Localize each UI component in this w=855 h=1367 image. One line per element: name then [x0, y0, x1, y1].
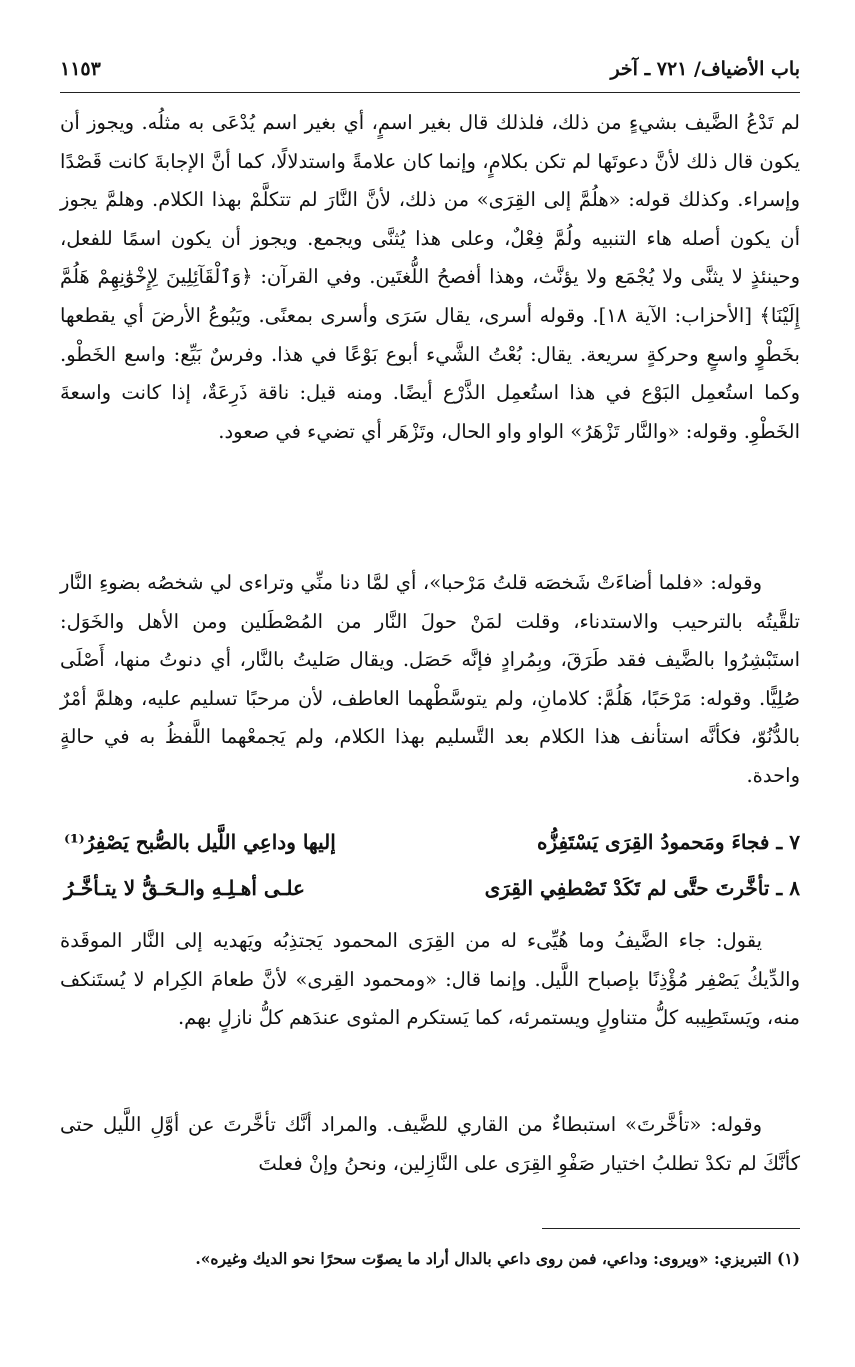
verse-8-first-hemistich: ٨ ـ تأخَّرتَ حتَّى لم تَكَدْ تَصْطفِي القِرَى	[484, 876, 800, 900]
commentary-paragraph-1: لم تَدْعُ الضَّيف بشيءٍ من ذلك، فلذلك قال بغير اسمٍ، أي بغير اسم يُدْعَى به مثلُه. ويجوز أن يكون قال ذلك لأنَّ دعوتَها لم تكن بكلامٍ، وإنما كان علامةً واستدلالًا، كما أنَّ الإجابةَ كانت قَصْدًا وإسراء. وكذلك قوله: «هلُمَّ إلى القِرَى» من ذلك، لأنَّ النَّارَ لم تتكلَّمْ بهذا الكلام. وهلمَّ يجوز أن يكون أصله هاء التنبيه ولُمَّ فِعْلٌ، وعلى هذا يُثنَّى ويجمع. ويجوز أن يكون اسمًا للفعل، وحينئذٍ لا يثنَّى ولا يُجْمَع ولا يؤنَّث، وهذا أفصحُ اللُّغتَين. وفي القرآن: ﴿وَٱلْقَآئِلِينَ لِإِخْوَٰنِهِمْ هَلُمَّ إِلَيْنَا﴾ [الأحزاب: الآية ١٨]. وقوله أسرى، يقال سَرَى وأسرى بمعنًى. ويَبُوعُ الأرضَ أي يقطعها بخَطْوٍ واسعٍ وحركةٍ سريعة. يقال: بُعْتُ الشَّيء أبوع بَوْعًا في هذا. وفرسٌ بَيِّع: واسع الخَطْو. وكما استُعمِل البَوْع في هذا استُعمِل الذَّرْع أيضًا. ومنه قيل: ناقة ذَرِعَةٌ، إذا كانت واسعةَ الخَطْوِ. وقوله: «والنَّار تَزْهَرُ» الواو واو الحال، وتَزْهَر أي تضيء في صعود.	[60, 111, 800, 443]
commentary-paragraph-3: يقول: جاء الضَّيفُ وما هُيِّىء له من القِرَى المحمود يَجتذِبُه ويَهديه إلى النَّار الموقَدة والدِّيكُ يَصْفِر مُؤْذِنًا بإصباح اللَّيل. وإنما قال: «ومحمود القِرى» لأنَّ طعامَ الكِرام لا يُستَنكف منه، ويَستَطِيبه كلُّ متناولٍ ويستمرئه، كما يَستكرم المثوى عندَهم كلُّ نازلٍ بهم.	[60, 929, 800, 1030]
page-header	[60, 58, 800, 92]
book-page	[60, 0, 800, 1367]
footnote-divider	[542, 1228, 800, 1229]
header-divider	[60, 92, 800, 93]
poem-verse-7	[60, 830, 800, 870]
commentary-paragraph-4: وقوله: «تأخَّرتَ» استبطاءٌ من القاري للضَّيف. والمراد أنَّك تأخَّرتَ عن أوَّلِ اللَّيل حتى كأنَّكَ لم تكدْ تطلبُ اختيار صَفْوِ القِرَى على النَّازِلين، ونحنُ وإنْ فعلتَ	[60, 1113, 800, 1175]
verse-7-first-hemistich: ٧ ـ فجاءَ ومَحمودُ القِرَى يَسْتَفِزُّه	[536, 830, 800, 854]
page-number: ١١٥٣	[60, 58, 101, 80]
verse-8-second-hemistich: علـى أهـلِـهِ والـحَـقُّ لا يتـأخَّـرُ	[64, 876, 305, 900]
chapter-title: باب الأضياف/ ٧٢١ ـ آخر	[610, 58, 800, 80]
verse-7-second-hemistich: إليها وداعِي اللَّيل بالصُّبح يَصْفِرُ⁽¹⁾	[64, 830, 336, 854]
footnote: (١) التبريزي: «ويروى: وداعي، فمن روى داعي بالدال أراد ما يصوّت سحرًا نحو الديك وغيره».	[195, 1249, 800, 1268]
commentary-paragraph-2: وقوله: «فلما أضاءَتْ شَخصَه قلتُ مَرْحبا»، أي لمَّا دنا منِّي وتراءى لي شخصُه بضوءِ النَّار تلقَّيتُه بالترحيب والاستدناء، وقلت لمَنْ حولَ النَّار من المُصْطَلين ومن الأهل والخَوَل: استَبْشِرُوا بالضَّيف فقد طَرَقَ، وبِمُرادٍ فإنَّه حَصَل. ويقال صَليتُ بالنَّار، أي دنوتُ منها، أَصْلَى صُلِيًّا. وقوله: مَرْحَبًا، هَلُمَّ: كلامانِ، ولم يتوسَّطْهما العاطف، لأن مرحبًا تسليم عليه، وهلمَّ أمْرٌ بالدُّنُوّ، فكأنَّه استأنف هذا الكلام بعد التَّسليم بهذا الكلام، ولم يَجمعْهما اللَّفظُ به في حالةٍ واحدة.	[60, 571, 800, 787]
poem-verse-8	[60, 876, 800, 916]
